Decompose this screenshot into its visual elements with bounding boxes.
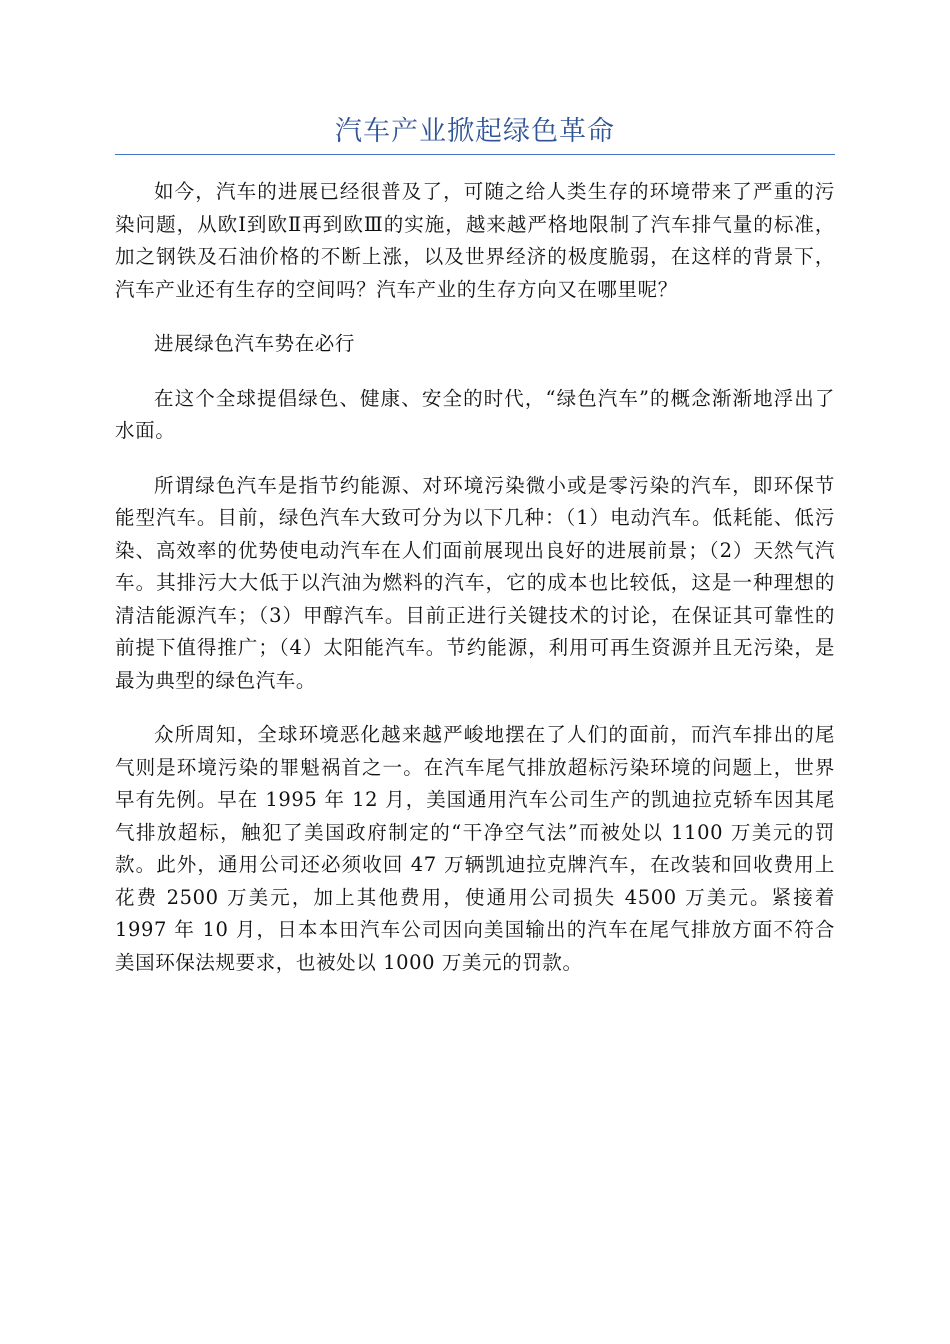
document-title: 汽车产业掀起绿色革命 <box>335 116 615 147</box>
title-underline <box>115 154 835 155</box>
paragraph-concept: 在这个全球提倡绿色、健康、安全的时代，“绿色汽车”的概念渐渐地浮出了水面。 <box>115 386 835 442</box>
paragraph-intro: 如今，汽车的进展已经很普及了，可随之给人类生存的环境带来了严重的污染问题，从欧Ⅰ到欧Ⅱ再到欧Ⅲ的实施，越来越严格地限制了汽车排气量的标准，加之钢铁及石油价格的不断上涨，以及世界经济的极度脆弱，在这样的背景下，汽车产业还有生存的空间吗？汽车产业的生存方向又在哪里呢？ <box>115 180 835 301</box>
section-heading: 进展绿色汽车势在必行 <box>154 332 356 355</box>
paragraph-examples: 众所周知，全球环境恶化越来越严峻地摆在了人们的面前，而汽车排出的尾气则是环境污染的罪魁祸首之一。在汽车尾气排放超标污染环境的问题上，世界早有先例。早在 1995 年 12 月，美国通用汽车公司生产的凯迪拉克轿车因其尾气排放超标，触犯了美国政府制定的“干净空气法”而被处以 1100 万美元的罚款。此外，通用公司还必须收回 47 万辆凯迪拉克牌汽车，在改装和回收费用上花费 2500 万美元，加上其他费用，使通用公司损失 4500 万美元。紧接着 1997 年 10 月，日本本田汽车公司因向美国输出的汽车在尾气排放方面不符合美国环保法规要求，也被处以 1000 万美元的罚款。 <box>115 723 835 974</box>
document-body <box>115 176 835 979</box>
paragraph-definition: 所谓绿色汽车是指节约能源、对环境污染微小或是零污染的汽车，即环保节能型汽车。目前，绿色汽车大致可分为以下几种：（1）电动汽车。低耗能、低污染、高效率的优势使电动汽车在人们面前展现出良好的进展前景；（2）天然气汽车。其排污大大低于以汽油为燃料的汽车，它的成本也比较低，这是一种理想的清洁能源汽车；（3）甲醇汽车。目前正进行关键技术的讨论，在保证其可靠性的前提下值得推广；（4）太阳能汽车。节约能源，利用可再生资源并且无污染，是最为典型的绿色汽车。 <box>115 473 835 692</box>
